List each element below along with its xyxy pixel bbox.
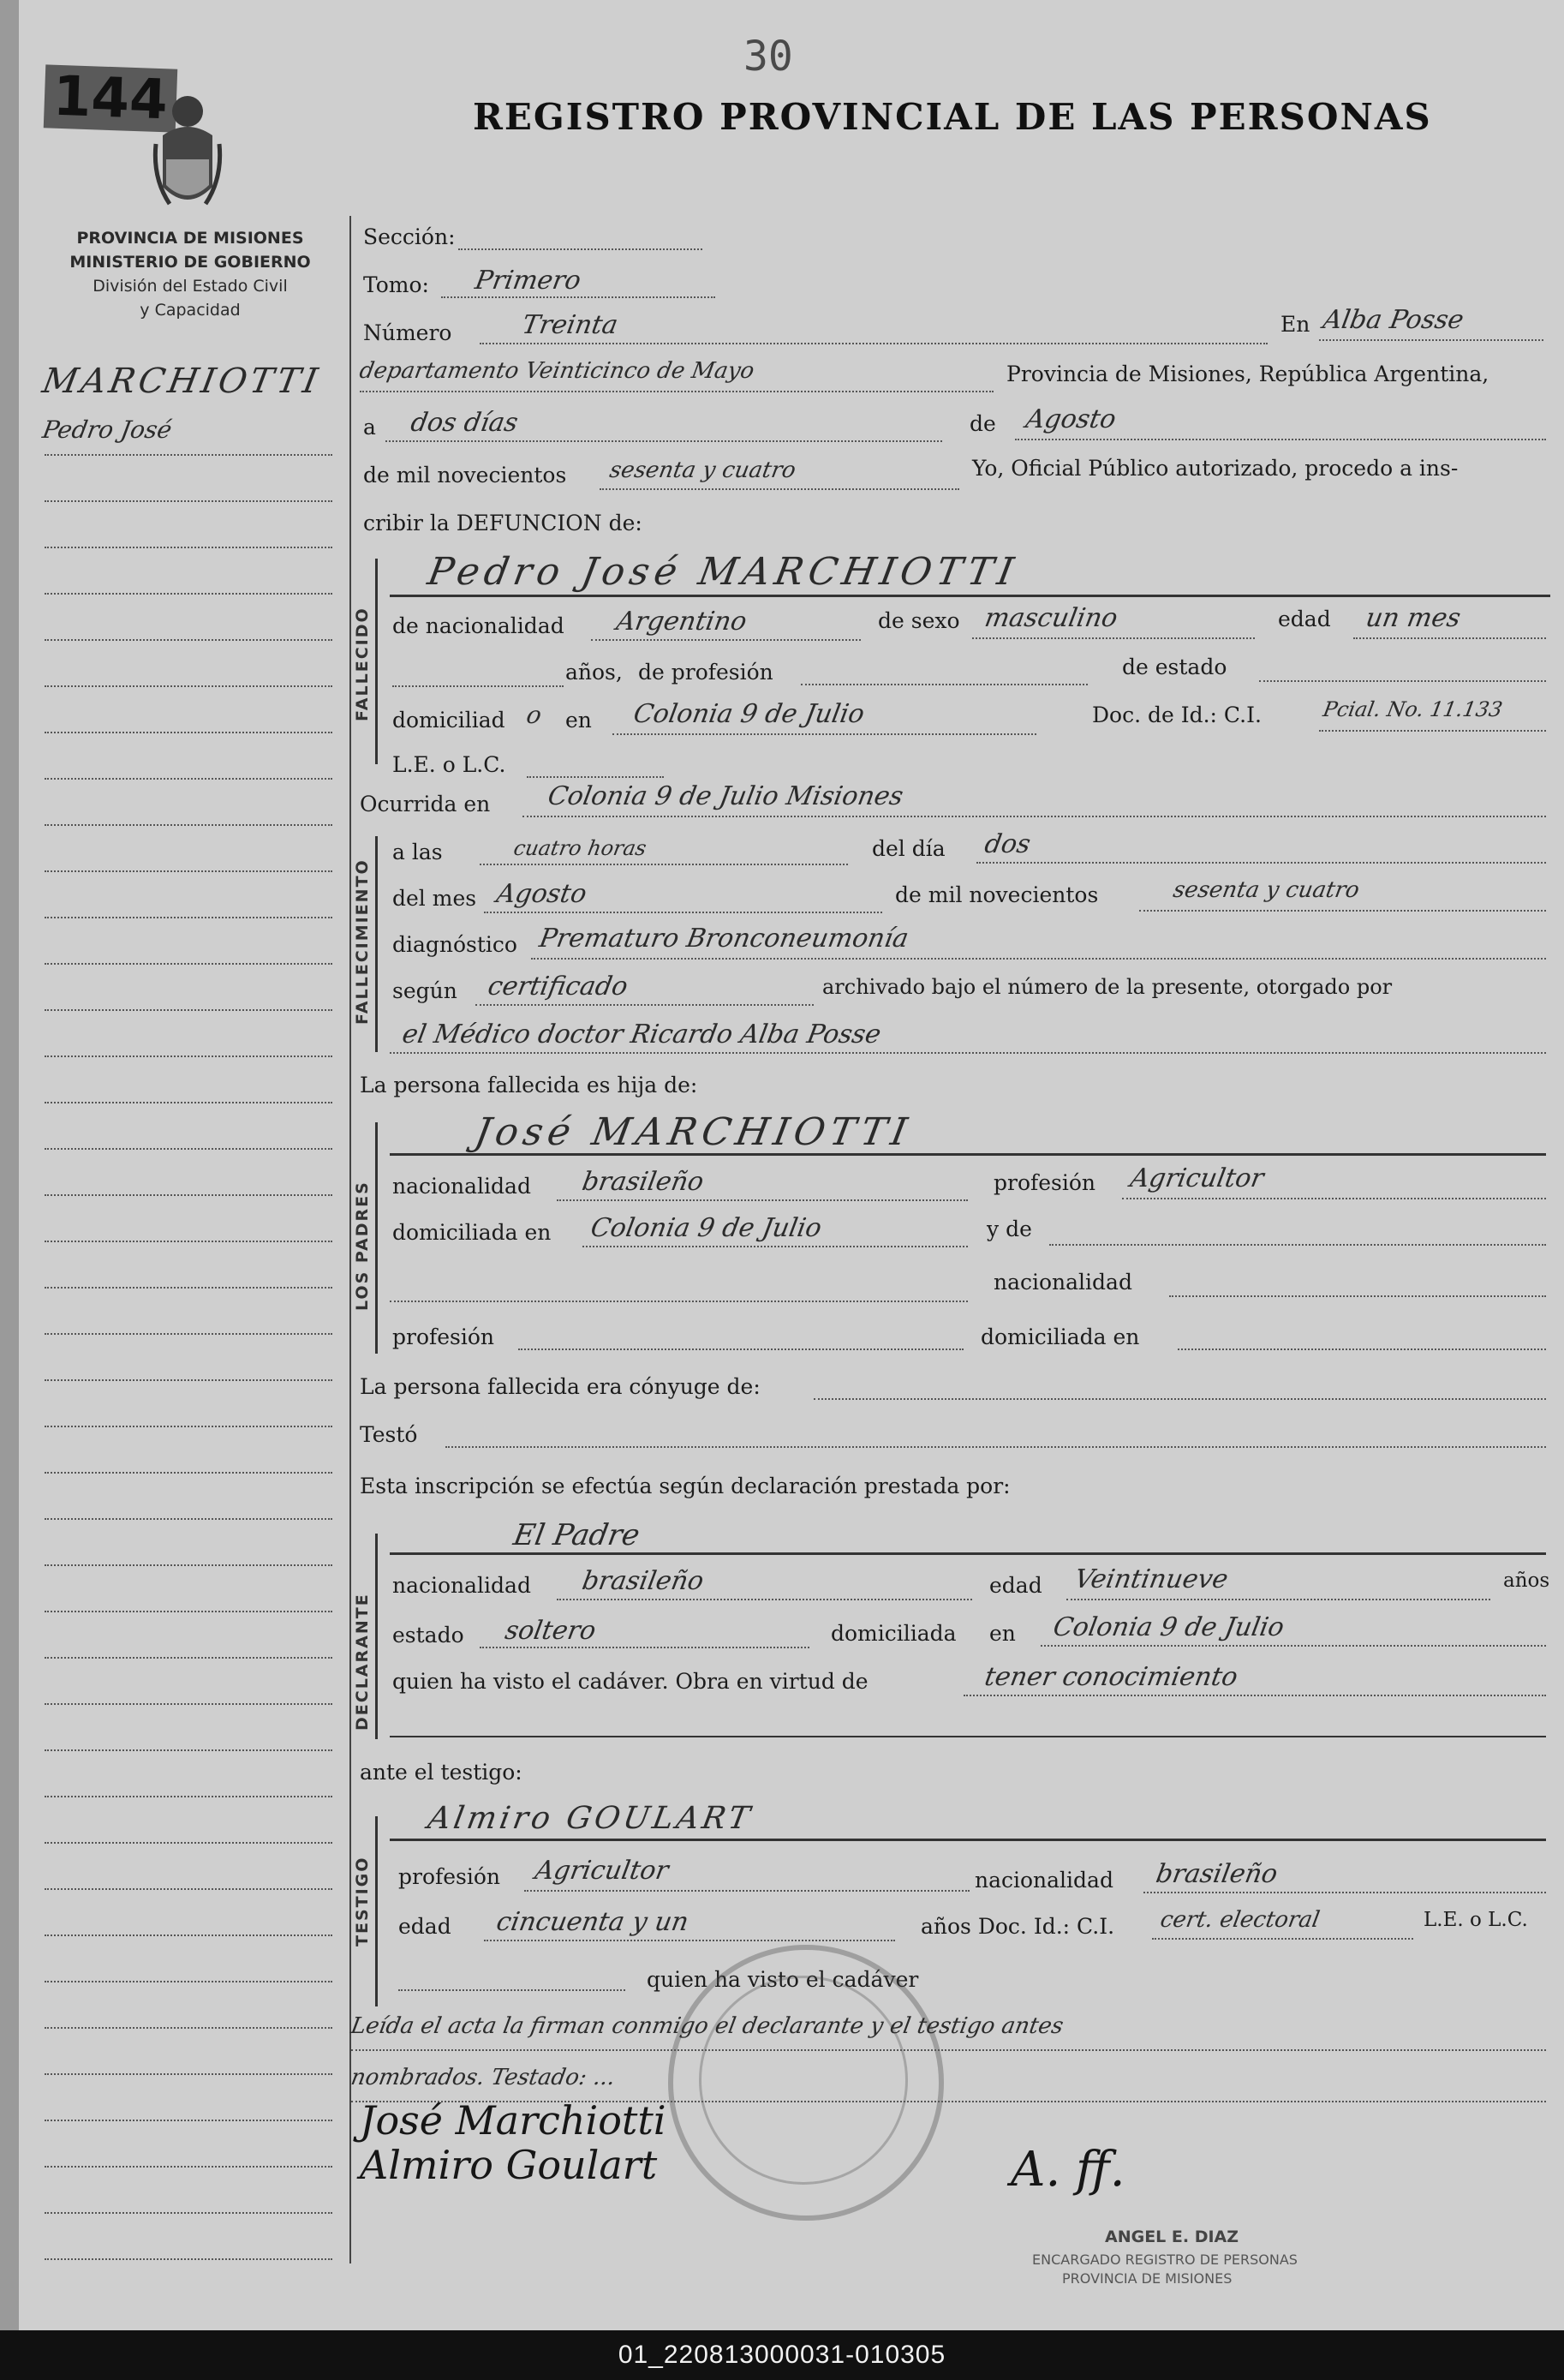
fallecido-name-line (390, 595, 1550, 597)
doc-label: Doc. de Id.: C.I. (1092, 703, 1262, 727)
diagnostico-line (531, 958, 1546, 960)
margin-rule (45, 547, 332, 548)
margin-rule (45, 963, 332, 965)
margin-rule (45, 2120, 332, 2121)
margin-rule (45, 1518, 332, 1520)
departamento-value: departamento Veinticinco de Mayo (357, 358, 756, 384)
testo-label: Testó (360, 1422, 418, 1447)
diagnostico-value: Prematuro Bronconeumonía (536, 924, 911, 954)
padres-label: LOS PADRES (353, 1181, 372, 1311)
margin-rule (45, 1472, 332, 1474)
profesion-line (801, 684, 1088, 685)
hija-text: La persona fallecida es hija de: (360, 1073, 698, 1097)
testigo-profesion-line (524, 1890, 970, 1892)
margin-rule (45, 639, 332, 641)
coat-of-arms-icon (152, 93, 223, 219)
padres-profesion-label: profesión (994, 1170, 1096, 1195)
declarante-cadaver-text: quien ha visto el cadáver. Obra en virtud de (392, 1669, 869, 1694)
testigo-profesion-value: Agricultor (532, 1856, 672, 1886)
month-line (1015, 439, 1546, 440)
testigo-edad-line (484, 1940, 895, 1941)
margin-rule (45, 824, 332, 826)
margin-rule (45, 1796, 332, 1797)
testo-line (445, 1446, 1546, 1448)
declarante-end-line (390, 1736, 1546, 1737)
testigo-nacionalidad-value: brasileño (1153, 1859, 1280, 1889)
en-label: En (1280, 312, 1310, 337)
padres-nacionalidad-label: nacionalidad (392, 1174, 531, 1199)
declarante-domiciliada-label: domiciliada (831, 1621, 957, 1646)
testigo-edad-label: edad (398, 1914, 451, 1939)
edad-line (1353, 637, 1546, 639)
page-number: 30 (743, 33, 793, 81)
declarante-name: El Padre (510, 1518, 642, 1552)
diagnostico-label: diagnóstico (392, 932, 517, 957)
obra-value: tener conocimiento (982, 1662, 1240, 1692)
closing-line-2: nombrados. Testado: ... (349, 2065, 618, 2090)
declaracion-text: Esta inscripción se efectúa según declaración prestada por: (360, 1474, 1011, 1498)
domicilio-value: Colonia 9 de Julio (630, 699, 867, 729)
margin-rule (45, 2073, 332, 2075)
tomo-label: Tomo: (363, 272, 429, 297)
en-value: Alba Posse (1320, 305, 1466, 335)
margin-rule (45, 1241, 332, 1242)
nacionalidad-label: de nacionalidad (392, 613, 564, 638)
declarante-estado-line (480, 1647, 809, 1648)
testigo-signature: Almiro Goulart (360, 2142, 658, 2188)
segun-label: según (392, 978, 457, 1003)
margin-rule (45, 2212, 332, 2214)
margin-rule (45, 778, 332, 780)
declarante-bracket (375, 1534, 378, 1739)
sexo-value: masculino (982, 603, 1120, 633)
dia-value: dos (982, 829, 1033, 859)
doc-line (1319, 730, 1546, 732)
declarante-label: DECLARANTE (353, 1593, 372, 1731)
margin-rule (45, 500, 332, 502)
margin-given-names: Pedro José (40, 416, 175, 444)
year-prefix: de mil novecientos (363, 463, 567, 487)
en-line (1319, 339, 1543, 341)
medico-value: el Médico doctor Ricardo Alba Posse (399, 1020, 884, 1049)
declarante-nacionalidad-label: nacionalidad (392, 1573, 531, 1598)
declarante-estado-value: soltero (502, 1616, 599, 1646)
padres-profesion-value: Agricultor (1127, 1163, 1267, 1193)
numero-label: Número (363, 320, 452, 345)
seccion-label: Sección: (363, 224, 456, 249)
margin-rule (45, 1842, 332, 1844)
nacionalidad-value: Argentino (613, 607, 749, 637)
madre-name-line (390, 1301, 968, 1302)
official-seal (668, 1945, 944, 2221)
padres-domicilio-line (582, 1246, 968, 1247)
padre-name-line (390, 1153, 1546, 1156)
margin-rule (45, 1379, 332, 1381)
margin-rule (45, 2027, 332, 2029)
margin-rule (45, 1287, 332, 1289)
anio-prefix: de mil novecientos (895, 882, 1099, 907)
declarante-domicilio-line (1041, 1645, 1546, 1647)
ocurrida-label: Ocurrida en (360, 792, 491, 816)
testigo-text: ante el testigo: (360, 1760, 522, 1785)
margin-surname: MARCHIOTTI (39, 362, 325, 401)
testigo-doc-value: cert. electoral (1158, 1907, 1322, 1933)
stamp-number: 144 (44, 64, 177, 132)
doc-value: Pcial. No. 11.133 (1321, 697, 1505, 721)
declarante-nacionalidad-line (557, 1599, 972, 1600)
officer-stamp-line3: PROVINCIA DE MISIONES (1062, 2270, 1233, 2287)
margin-rule (45, 870, 332, 872)
y-de-line (1049, 1244, 1546, 1246)
nacionalidad2-line (1169, 1295, 1546, 1297)
anio-value: sesenta y cuatro (1171, 877, 1362, 903)
ministry-heading: MINISTERIO DE GOBIERNO (69, 253, 311, 272)
padres-profesion-line (1122, 1198, 1546, 1199)
testigo-nacionalidad-label: nacionalidad (975, 1868, 1113, 1893)
testigo-nacionalidad-line (1143, 1892, 1546, 1893)
mes-value: Agosto (493, 879, 589, 909)
profesion2-label: profesión (392, 1325, 495, 1349)
segun-line (475, 1004, 814, 1006)
fallecido-bracket (375, 559, 378, 764)
padres-nacionalidad-value: brasileño (579, 1167, 707, 1197)
anos-label: años, (565, 660, 623, 685)
testigo-profesion-label: profesión (398, 1864, 501, 1889)
closing-line-1: Leída el acta la firman conmigo el declarante y el testigo antes (349, 2013, 1066, 2039)
domiciliado-suffix: o (524, 701, 544, 729)
declarante-estado-label: estado (392, 1623, 464, 1647)
domicilio-en-label: en (565, 708, 592, 733)
margin-rule (45, 1194, 332, 1196)
margin-rule (45, 2258, 332, 2260)
testigo-cadaver-text: quien ha visto el cadáver (647, 1967, 919, 1992)
testigo-name: Almiro GOULART (425, 1801, 756, 1836)
a-label: a (363, 415, 376, 440)
day-value: dos días (408, 408, 521, 438)
profesion2-line (518, 1348, 964, 1350)
division-heading-2: y Capacidad (140, 301, 241, 320)
testigo-le-lc-label: L.E. o L.C. (1424, 1909, 1528, 1931)
dia-line (976, 862, 1546, 864)
padres-nacionalidad-line (557, 1199, 968, 1201)
officer-text: Yo, Oficial Público autorizado, procedo a ins- (972, 456, 1459, 481)
margin-rule (45, 1749, 332, 1751)
padres-domiciliada-label: domiciliada en (392, 1220, 552, 1245)
image-filename-caption: 01_220813000031-010305 (0, 2330, 1564, 2380)
margin-rule (45, 1981, 332, 1982)
ocurrida-line (522, 816, 1546, 817)
testigo-edad-value: cincuenta y un (493, 1907, 691, 1937)
fallecimiento-label: FALLECIMIENTO (353, 858, 372, 1025)
inscribir-text: cribir la DEFUNCION de: (363, 511, 642, 535)
medico-line (390, 1052, 1546, 1054)
de-label: de (970, 411, 996, 436)
testigo-doc-line (1152, 1938, 1413, 1940)
closing-line-1-rule (351, 2049, 1546, 2051)
archivado-text: archivado bajo el número de la presente, otorgado por (822, 975, 1393, 999)
margin-rule (45, 1564, 332, 1566)
margin-divider (349, 216, 351, 2263)
division-heading: División del Estado Civil (93, 277, 288, 296)
fallecimiento-bracket (375, 836, 378, 1052)
margin-rule (45, 1657, 332, 1659)
domiciliada2-line (1178, 1348, 1546, 1350)
edad-value: un mes (1363, 603, 1463, 633)
conyuge-text: La persona fallecida era cónyuge de: (360, 1374, 761, 1399)
margin-rule (45, 685, 332, 687)
hora-line (480, 864, 848, 865)
padres-domicilio-value: Colonia 9 de Julio (588, 1213, 824, 1243)
padres-bracket (375, 1122, 378, 1354)
sexo-line (972, 637, 1255, 639)
declarante-edad-line (1066, 1599, 1490, 1600)
margin-rule (45, 2166, 332, 2168)
anos-line (392, 685, 564, 687)
profesion-label: de profesión (638, 660, 773, 685)
testigo-name-line (390, 1839, 1546, 1841)
margin-rule (45, 732, 332, 733)
officer-stamp-line2: ENCARGADO REGISTRO DE PERSONAS (1032, 2251, 1298, 2268)
nacionalidad2-label: nacionalidad (994, 1270, 1132, 1295)
margin-rule (45, 1611, 332, 1612)
le-lc-line (527, 776, 664, 778)
departamento-line (360, 391, 994, 392)
declarante-nacionalidad-value: brasileño (579, 1566, 707, 1596)
testigo-bracket (375, 1816, 378, 2006)
testigo-label: TESTIGO (353, 1856, 372, 1946)
del-dia-label: del día (872, 836, 946, 861)
province-heading: PROVINCIA DE MISIONES (76, 229, 304, 248)
margin-rule (45, 454, 332, 456)
numero-line (480, 343, 1268, 344)
declarante-edad-value: Veintinueve (1072, 1564, 1231, 1594)
testigo-anos-doc-label: años Doc. Id.: C.I. (921, 1914, 1115, 1939)
numero-value: Treinta (519, 310, 621, 340)
margin-rule (45, 1703, 332, 1705)
segun-value: certificado (485, 972, 630, 1002)
declarante-domicilio-value: Colonia 9 de Julio (1050, 1612, 1286, 1642)
fallecido-label: FALLECIDO (353, 607, 372, 721)
obra-line (964, 1695, 1546, 1696)
a-las-label: a las (392, 840, 443, 864)
year-line (600, 488, 959, 490)
estado-label: de estado (1122, 655, 1227, 679)
le-lc-label: L.E. o L.C. (392, 752, 506, 777)
domicilio-line (612, 733, 1036, 735)
month-value: Agosto (1023, 404, 1119, 434)
domiciliada2-label: domiciliada en (981, 1325, 1140, 1349)
tomo-line (441, 296, 715, 298)
year-value: sesenta y cuatro (607, 457, 798, 483)
sexo-label: de sexo (878, 608, 960, 633)
officer-stamp-name: ANGEL E. DIAZ (1105, 2228, 1239, 2246)
page-title: REGISTRO PROVINCIAL DE LAS PERSONAS (473, 96, 1432, 138)
margin-rule (45, 1934, 332, 1936)
testigo-extra-line (398, 1989, 625, 1991)
declarante-edad-label: edad (989, 1573, 1042, 1598)
declarante-en-label: en (989, 1621, 1016, 1646)
seccion-line (458, 248, 702, 250)
padre-name: José MARCHIOTTI (471, 1110, 916, 1154)
edad-label: edad (1278, 607, 1331, 631)
fallecido-name: Pedro José MARCHIOTTI (424, 550, 1022, 594)
officer-signature: A. ff. (1011, 2142, 1125, 2198)
margin-rule (45, 1148, 332, 1150)
margin-rule (45, 1102, 332, 1103)
declarante-name-line (390, 1552, 1546, 1555)
provincia-text: Provincia de Misiones, República Argentina, (1006, 362, 1489, 386)
day-line (385, 440, 942, 442)
y-de-label: y de (987, 1217, 1032, 1241)
conyuge-line (814, 1398, 1546, 1400)
margin-rule (45, 1055, 332, 1057)
nacionalidad-line (591, 639, 861, 641)
declarante-signature: José Marchiotti (360, 2097, 666, 2144)
ocurrida-value: Colonia 9 de Julio Misiones (545, 781, 906, 811)
tomo-value: Primero (472, 266, 583, 296)
declarante-anos-label: años (1503, 1570, 1550, 1592)
margin-rule (45, 593, 332, 595)
margin-rule (45, 1009, 332, 1011)
domiciliado-label: domiciliad (392, 708, 505, 733)
margin-rule (45, 1888, 332, 1890)
mes-line (484, 912, 882, 913)
margin-rule (45, 917, 332, 918)
anio-line (1139, 910, 1546, 912)
hora-value: cuatro horas (511, 836, 648, 860)
estado-line (1259, 680, 1546, 682)
margin-rule (45, 1426, 332, 1427)
margin-rule (45, 1333, 332, 1335)
del-mes-label: del mes (392, 886, 477, 911)
